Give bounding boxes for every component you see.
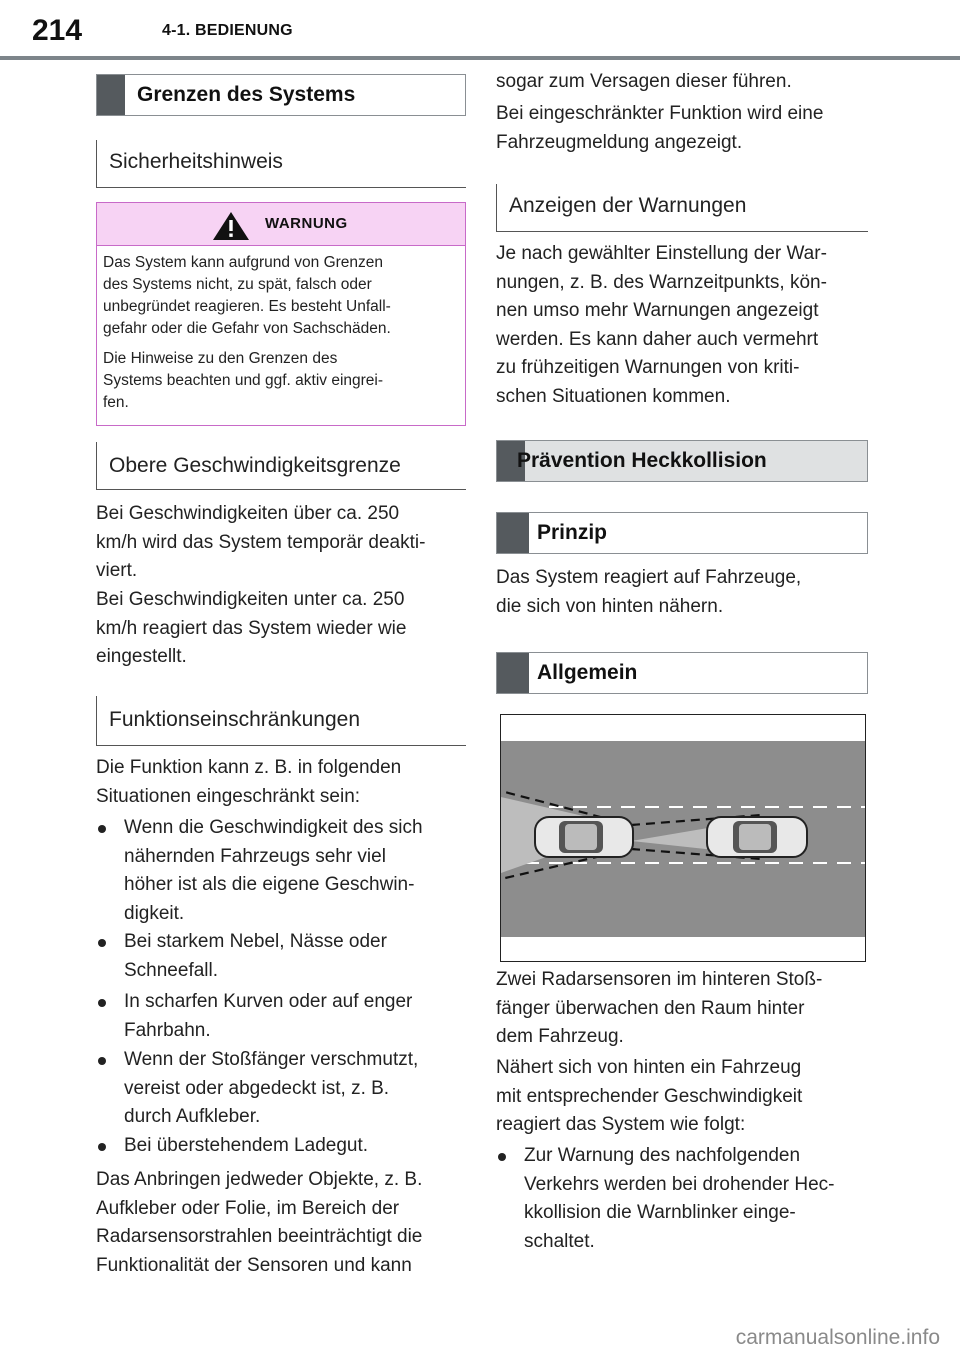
text-line: Wenn die Geschwindigkeit des sich [124,817,423,838]
paragraph-reagiert [496,564,868,621]
section-title: Allgemein [537,661,638,684]
subheading-text: Anzeigen der Warnungen [509,194,747,217]
text-line: Fahrbahn. [124,1019,211,1041]
text-line: nungen, z. B. des Warnzeitpunkts, kön- [496,271,827,293]
subheading-text: Funktionseinschränkungen [109,708,360,731]
text-line: nen umso mehr Warnungen angezeigt [496,300,819,321]
text-line: Radarsensorstrahlen beeinträchtigt die [96,1226,423,1247]
bullet-item [98,1132,466,1162]
bullet-dot-icon [498,1153,506,1161]
bullet-text [524,1142,835,1256]
text-line: vereist oder abgedeckt ist, z. B. [124,1077,390,1099]
section-title: Prinzip [537,521,608,544]
subheading-text: Sicherheitshinweis [109,150,283,173]
subheading-sicherheitshinweis [96,140,466,188]
text-line: Funktionalität der Sensoren und kann [96,1254,412,1276]
text-line: Bei starkem Nebel, Nässe oder [124,931,387,952]
text-line: km/h reagiert das System wieder wie [96,617,407,639]
text-line: Nähert sich von hinten ein Fahrzeug [496,1057,802,1078]
road-diagram [501,715,865,961]
text-line: Aufkleber oder Folie, im Bereich der [96,1197,400,1219]
text-line: sogar zum Versagen dieser führen. [496,71,792,92]
page-header [0,0,960,60]
bullet-item [98,988,466,1046]
text-line: höher ist als die eigene Geschwin- [124,874,415,895]
paragraph-deaktiviert [96,500,466,586]
bullet-text [124,814,423,928]
car-front-icon [535,817,633,857]
text-line: Schneefall. [124,959,219,981]
text-line: Zwei Radarsensoren im hinteren Stoß- [496,969,823,990]
text-line: Fahrzeugmeldung angezeigt. [496,131,743,153]
text-line: Das System reagiert auf Fahrzeuge, [496,567,802,588]
bullet-item [98,928,466,986]
text-line: Zur Warnung des nachfolgenden [524,1145,801,1166]
section-box-prinzip [496,512,868,554]
bullet-dot-icon [98,939,106,947]
paragraph-fahrzeugmeldung [496,100,868,157]
warning-paragraph-2 [103,348,457,414]
bullet-dot-icon [98,825,106,833]
text-line: Wenn der Stoßfänger verschmutzt, [124,1049,419,1070]
bullet-text [124,928,387,985]
text-line: mit entsprechender Geschwindigkeit [496,1085,803,1107]
radar-illustration [500,714,866,962]
bullet-dot-icon [98,1143,106,1151]
subheading-geschwindigkeitsgrenze [96,442,466,490]
section-bar [497,653,529,693]
warning-triangle-icon [211,210,251,242]
car-rear-icon [707,817,807,857]
bullet-dot-icon [98,1057,106,1065]
watermark: carmanualsonline.info [735,1326,940,1349]
warning-box [96,202,466,426]
text-line: Bei Geschwindigkeiten über ca. 250 [96,503,400,524]
text-line: schen Situationen kommen. [496,385,731,407]
section-box-grenzen [96,74,466,116]
text-line: werden. Es kann daher auch vermehrt [496,328,819,350]
bullet-dot-icon [98,999,106,1007]
paragraph-anbringen [96,1166,466,1280]
subheading-funktionseinschraenkungen [96,696,466,746]
page-number: 214 [32,14,83,47]
text-line: fänger überwachen den Raum hinter [496,997,805,1019]
text-line: fen. [103,394,129,411]
warning-label: WARNUNG [265,215,348,232]
section-bar [97,75,125,115]
section-title: Prävention Heckkollision [517,449,767,472]
text-line: Die Hinweise zu den Grenzen des [103,350,338,367]
warning-body [97,246,465,414]
text-line: kkollision die Warnblinker einge- [524,1202,796,1223]
paragraph-warnungen [496,240,868,411]
bullet-item [98,1046,466,1134]
text-line: Die Funktion kann z. B. in folgenden [96,757,402,778]
bullet-text [124,988,412,1045]
text-line: Das System kann aufgrund von Grenzen [103,254,384,271]
paragraph-versagen [496,68,868,97]
paragraph-eingestellt [96,586,466,672]
paragraph-situationen [96,754,466,811]
text-line: des Systems nicht, zu spät, falsch oder [103,276,372,293]
subheading-anzeigen [496,184,868,232]
subheading-text: Obere Geschwindigkeitsgrenze [109,454,401,477]
text-line: zu frühzeitigen Warnungen von kriti- [496,357,800,378]
text-line: km/h wird das System temporär deakti- [96,531,426,553]
text-line: Verkehrs werden bei drohender Hec- [524,1173,835,1195]
text-line: dem Fahrzeug. [496,1026,624,1047]
paragraph-naehert [496,1054,868,1140]
bullet-item [498,1142,868,1258]
section-title: Grenzen des Systems [137,83,356,106]
paragraph-radarsensoren [496,966,868,1052]
text-line: In scharfen Kurven oder auf enger [124,991,413,1012]
chapter-title: 4-1. BEDIENUNG [162,22,293,39]
bullet-text [124,1046,418,1132]
text-line: viert. [96,560,138,581]
text-line: reagiert das System wie folgt: [496,1114,746,1135]
text-line: Situationen eingeschränkt sein: [96,785,361,807]
bullet-item [98,814,466,930]
text-line: nähernden Fahrzeugs sehr viel [124,845,386,867]
text-line: Bei Geschwindigkeiten unter ca. 250 [96,589,405,610]
text-line: digkeit. [124,902,185,924]
page-footer [0,1322,960,1356]
text-line: Das Anbringen jedweder Objekte, z. B. [96,1169,423,1190]
text-line: Bei eingeschränkter Funktion wird eine [496,103,824,124]
text-line: durch Aufkleber. [124,1106,261,1127]
text-line: Systems beachten und ggf. aktiv eingrei- [103,372,384,389]
bullet-text [124,1132,368,1161]
text-line: die sich von hinten nähern. [496,595,724,617]
text-line: unbegründet reagieren. Es besteht Unfall- [103,298,391,315]
warning-paragraph-1 [103,252,457,340]
warning-header [97,203,465,246]
section-bar [497,513,529,553]
section-box-allgemein [496,652,868,694]
text-line: schaltet. [524,1230,595,1252]
text-line: eingestellt. [96,646,187,667]
text-line: Je nach gewählter Einstellung der War- [496,243,827,264]
header-rule [0,56,960,60]
text-line: Bei überstehendem Ladegut. [124,1135,369,1156]
text-line: gefahr oder die Gefahr von Sachschäden. [103,320,391,337]
section-box-praevention [496,440,868,482]
